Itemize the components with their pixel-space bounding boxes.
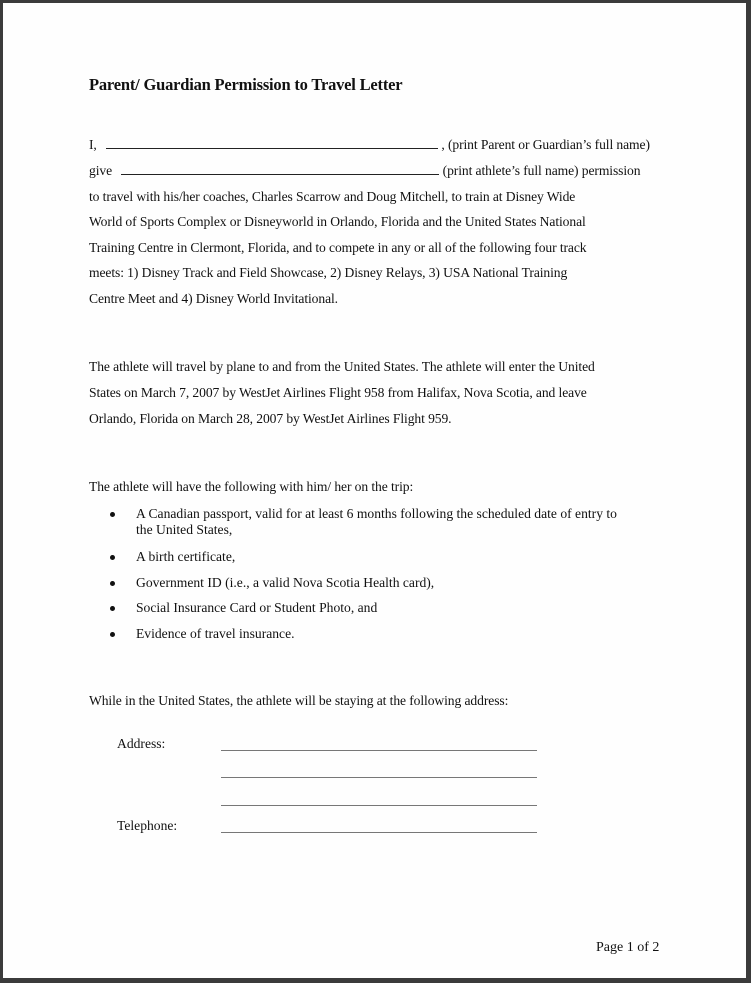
document-page [3, 3, 746, 978]
address-line-2[interactable] [221, 777, 537, 778]
bullet-icon [110, 632, 115, 637]
travel-line-2: States on March 7, 2007 by WestJet Airlines Flight 958 from Halifax, Nova Scotia, and leave [89, 385, 587, 400]
list-item-text: A Canadian passport, valid for at least 6 months following the scheduled date of entry to [136, 506, 617, 521]
permission-line-6: meets: 1) Disney Track and Field Showcase, 2) Disney Relays, 3) USA National Training [89, 265, 568, 280]
address-label: Address: [117, 736, 166, 751]
address-intro: While in the United States, the athlete will be staying at the following address: [89, 693, 509, 708]
items-intro: The athlete will have the following with him/ her on the trip: [89, 479, 414, 494]
telephone-label: Telephone: [117, 818, 178, 833]
document-title: Parent/ Guardian Permission to Travel Letter [89, 75, 403, 94]
page-number: Page 1 of 2 [596, 940, 660, 955]
bullet-icon [110, 606, 115, 611]
bullet-icon [110, 555, 115, 560]
list-item-text: Evidence of travel insurance. [136, 626, 295, 641]
address-line-1[interactable] [221, 750, 537, 751]
address-line-3[interactable] [221, 805, 537, 806]
travel-line-1: The athlete will travel by plane to and from the United States. The athlete will enter the United [89, 359, 595, 374]
permission-prefix-give: give [89, 163, 113, 178]
permission-prefix-i: I, [89, 137, 97, 152]
list-item-text-continued: the United States, [136, 522, 233, 537]
list-item-text: Social Insurance Card or Student Photo, and [136, 600, 378, 615]
bullet-icon [110, 512, 115, 517]
permission-line-5: Training Centre in Clermont, Florida, and to compete in any or all of the following four track [89, 240, 587, 255]
athlete-name-blank[interactable] [121, 163, 439, 175]
travel-line-3: Orlando, Florida on March 28, 2007 by WestJet Airlines Flight 959. [89, 411, 452, 426]
permission-line-2 [89, 163, 640, 179]
list-item-text: A birth certificate, [136, 549, 236, 564]
permission-line-4: World of Sports Complex or Disneyworld in Orlando, Florida and the United States National [89, 214, 586, 229]
permission-line-7: Centre Meet and 4) Disney World Invitational. [89, 291, 338, 306]
parent-name-blank[interactable] [106, 137, 438, 149]
bullet-icon [110, 581, 115, 586]
athlete-name-instruction: (print athlete’s full name) permission [442, 163, 641, 178]
telephone-line[interactable] [221, 832, 537, 833]
parent-name-instruction: , (print Parent or Guardian’s full name) [441, 137, 650, 152]
list-item-text: Government ID (i.e., a valid Nova Scotia Health card), [136, 575, 435, 590]
permission-line-3: to travel with his/her coaches, Charles Scarrow and Doug Mitchell, to train at Disney Wide [89, 189, 576, 204]
permission-line-1 [89, 137, 650, 153]
